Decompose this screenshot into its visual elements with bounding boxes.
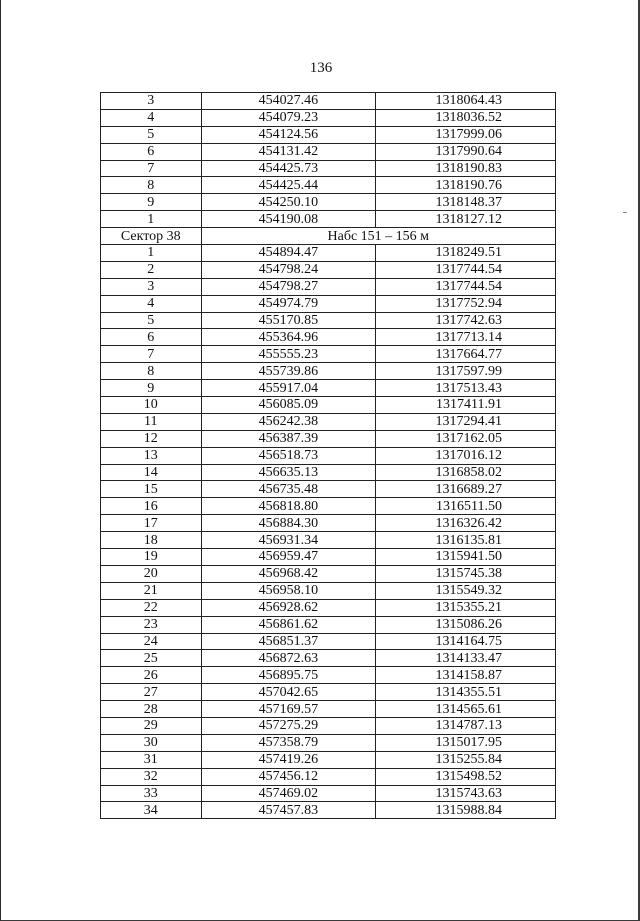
x-coordinate-cell: 454131.42 (201, 143, 376, 160)
x-coordinate-cell: 454425.44 (201, 177, 376, 194)
x-coordinate-cell: 457419.26 (201, 751, 376, 768)
point-number-cell: 4 (101, 295, 202, 312)
coordinates-table (100, 92, 556, 819)
y-coordinate-cell: 1316135.81 (376, 532, 556, 549)
table-row (101, 194, 556, 211)
table-row (101, 650, 556, 667)
point-number-cell: 5 (101, 312, 202, 329)
table-row (101, 481, 556, 498)
y-coordinate-cell: 1318190.83 (376, 160, 556, 177)
y-coordinate-cell: 1318127.12 (376, 211, 556, 228)
point-number-cell: 9 (101, 194, 202, 211)
y-coordinate-cell: 1317713.14 (376, 329, 556, 346)
y-coordinate-cell: 1317294.41 (376, 413, 556, 430)
point-number-cell: 25 (101, 650, 202, 667)
y-coordinate-cell: 1315988.84 (376, 802, 556, 819)
x-coordinate-cell: 454974.79 (201, 295, 376, 312)
x-coordinate-cell: 457469.02 (201, 785, 376, 802)
point-number-cell: 4 (101, 109, 202, 126)
x-coordinate-cell: 457042.65 (201, 684, 376, 701)
y-coordinate-cell: 1315745.38 (376, 565, 556, 582)
table-row (101, 278, 556, 295)
y-coordinate-cell: 1317990.64 (376, 143, 556, 160)
y-coordinate-cell: 1314164.75 (376, 633, 556, 650)
x-coordinate-cell: 456818.80 (201, 498, 376, 515)
y-coordinate-cell: 1314133.47 (376, 650, 556, 667)
x-coordinate-cell: 454027.46 (201, 93, 376, 110)
table-row (101, 109, 556, 126)
x-coordinate-cell: 455555.23 (201, 346, 376, 363)
point-number-cell: 32 (101, 768, 202, 785)
table-row (101, 126, 556, 143)
point-number-cell: 1 (101, 211, 202, 228)
table-row (101, 380, 556, 397)
x-coordinate-cell: 456895.75 (201, 667, 376, 684)
point-number-cell: 16 (101, 498, 202, 515)
point-number-cell: 30 (101, 734, 202, 751)
x-coordinate-cell: 456872.63 (201, 650, 376, 667)
table-row (101, 245, 556, 262)
point-number-cell: 2 (101, 261, 202, 278)
coordinates-table-body (101, 93, 556, 819)
point-number-cell: 5 (101, 126, 202, 143)
y-coordinate-cell: 1314787.13 (376, 717, 556, 734)
y-coordinate-cell: 1318190.76 (376, 177, 556, 194)
point-number-cell: 14 (101, 464, 202, 481)
x-coordinate-cell: 456242.38 (201, 413, 376, 430)
point-number-cell: 29 (101, 717, 202, 734)
point-number-cell: 27 (101, 684, 202, 701)
point-number-cell: 9 (101, 380, 202, 397)
y-coordinate-cell: 1318249.51 (376, 245, 556, 262)
x-coordinate-cell: 456851.37 (201, 633, 376, 650)
table-row (101, 143, 556, 160)
table-row (101, 177, 556, 194)
point-number-cell: 34 (101, 802, 202, 819)
table-row (101, 532, 556, 549)
point-number-cell: 17 (101, 515, 202, 532)
x-coordinate-cell: 456861.62 (201, 616, 376, 633)
table-row (101, 464, 556, 481)
y-coordinate-cell: 1317999.06 (376, 126, 556, 143)
table-row (101, 633, 556, 650)
table-row (101, 599, 556, 616)
table-row (101, 515, 556, 532)
scan-mark (623, 212, 627, 213)
point-number-cell: 8 (101, 363, 202, 380)
x-coordinate-cell: 457358.79 (201, 734, 376, 751)
y-coordinate-cell: 1318036.52 (376, 109, 556, 126)
point-number-cell: 6 (101, 329, 202, 346)
x-coordinate-cell: 454798.24 (201, 261, 376, 278)
x-coordinate-cell: 456735.48 (201, 481, 376, 498)
table-row (101, 565, 556, 582)
point-number-cell: 1 (101, 245, 202, 262)
table-row (101, 582, 556, 599)
y-coordinate-cell: 1318148.37 (376, 194, 556, 211)
table-row (101, 447, 556, 464)
point-number-cell: 18 (101, 532, 202, 549)
point-number-cell: 24 (101, 633, 202, 650)
x-coordinate-cell: 456085.09 (201, 397, 376, 414)
table-row (101, 768, 556, 785)
y-coordinate-cell: 1317744.54 (376, 278, 556, 295)
table-row (101, 397, 556, 414)
table-row (101, 261, 556, 278)
table-row (101, 667, 556, 684)
sector-depth-note: Набс 151 – 156 м (201, 228, 555, 245)
x-coordinate-cell: 454894.47 (201, 245, 376, 262)
point-number-cell: 3 (101, 93, 202, 110)
table-row (101, 616, 556, 633)
x-coordinate-cell: 456958.10 (201, 582, 376, 599)
x-coordinate-cell: 456635.13 (201, 464, 376, 481)
table-row (101, 413, 556, 430)
table-row (101, 211, 556, 228)
y-coordinate-cell: 1317162.05 (376, 430, 556, 447)
point-number-cell: 10 (101, 397, 202, 414)
x-coordinate-cell: 456959.47 (201, 549, 376, 566)
y-coordinate-cell: 1315941.50 (376, 549, 556, 566)
table-row (101, 346, 556, 363)
table-row (101, 363, 556, 380)
y-coordinate-cell: 1317597.99 (376, 363, 556, 380)
y-coordinate-cell: 1315743.63 (376, 785, 556, 802)
y-coordinate-cell: 1315255.84 (376, 751, 556, 768)
point-number-cell: 33 (101, 785, 202, 802)
sector-label: Сектор 38 (101, 228, 202, 245)
x-coordinate-cell: 454124.56 (201, 126, 376, 143)
y-coordinate-cell: 1317664.77 (376, 346, 556, 363)
y-coordinate-cell: 1314355.51 (376, 684, 556, 701)
y-coordinate-cell: 1317744.54 (376, 261, 556, 278)
x-coordinate-cell: 456884.30 (201, 515, 376, 532)
table-row (101, 701, 556, 718)
y-coordinate-cell: 1316858.02 (376, 464, 556, 481)
point-number-cell: 7 (101, 160, 202, 177)
table-row (101, 684, 556, 701)
y-coordinate-cell: 1318064.43 (376, 93, 556, 110)
x-coordinate-cell: 455364.96 (201, 329, 376, 346)
table-row (101, 160, 556, 177)
y-coordinate-cell: 1315498.52 (376, 768, 556, 785)
x-coordinate-cell: 454079.23 (201, 109, 376, 126)
table-row (101, 93, 556, 110)
point-number-cell: 28 (101, 701, 202, 718)
table-row (101, 498, 556, 515)
point-number-cell: 12 (101, 430, 202, 447)
y-coordinate-cell: 1316326.42 (376, 515, 556, 532)
y-coordinate-cell: 1315086.26 (376, 616, 556, 633)
sector-header-row (101, 228, 556, 245)
point-number-cell: 3 (101, 278, 202, 295)
x-coordinate-cell: 455170.85 (201, 312, 376, 329)
point-number-cell: 7 (101, 346, 202, 363)
table-row (101, 751, 556, 768)
x-coordinate-cell: 457456.12 (201, 768, 376, 785)
point-number-cell: 22 (101, 599, 202, 616)
x-coordinate-cell: 457169.57 (201, 701, 376, 718)
y-coordinate-cell: 1315549.32 (376, 582, 556, 599)
x-coordinate-cell: 456518.73 (201, 447, 376, 464)
x-coordinate-cell: 456968.42 (201, 565, 376, 582)
table-row (101, 802, 556, 819)
table-row (101, 312, 556, 329)
point-number-cell: 23 (101, 616, 202, 633)
point-number-cell: 26 (101, 667, 202, 684)
point-number-cell: 6 (101, 143, 202, 160)
x-coordinate-cell: 457275.29 (201, 717, 376, 734)
table-row (101, 717, 556, 734)
x-coordinate-cell: 455917.04 (201, 380, 376, 397)
table-row (101, 785, 556, 802)
x-coordinate-cell: 456928.62 (201, 599, 376, 616)
x-coordinate-cell: 454425.73 (201, 160, 376, 177)
y-coordinate-cell: 1314565.61 (376, 701, 556, 718)
x-coordinate-cell: 456387.39 (201, 430, 376, 447)
table-row (101, 549, 556, 566)
page-number: 136 (309, 60, 333, 76)
table-row (101, 329, 556, 346)
y-coordinate-cell: 1316689.27 (376, 481, 556, 498)
y-coordinate-cell: 1314158.87 (376, 667, 556, 684)
table-row (101, 295, 556, 312)
y-coordinate-cell: 1317513.43 (376, 380, 556, 397)
point-number-cell: 11 (101, 413, 202, 430)
table-row (101, 430, 556, 447)
y-coordinate-cell: 1317411.91 (376, 397, 556, 414)
table-row (101, 734, 556, 751)
y-coordinate-cell: 1317752.94 (376, 295, 556, 312)
x-coordinate-cell: 456931.34 (201, 532, 376, 549)
y-coordinate-cell: 1315017.95 (376, 734, 556, 751)
point-number-cell: 19 (101, 549, 202, 566)
y-coordinate-cell: 1316511.50 (376, 498, 556, 515)
point-number-cell: 21 (101, 582, 202, 599)
x-coordinate-cell: 454798.27 (201, 278, 376, 295)
point-number-cell: 31 (101, 751, 202, 768)
point-number-cell: 15 (101, 481, 202, 498)
x-coordinate-cell: 454250.10 (201, 194, 376, 211)
y-coordinate-cell: 1317742.63 (376, 312, 556, 329)
x-coordinate-cell: 457457.83 (201, 802, 376, 819)
x-coordinate-cell: 455739.86 (201, 363, 376, 380)
y-coordinate-cell: 1317016.12 (376, 447, 556, 464)
x-coordinate-cell: 454190.08 (201, 211, 376, 228)
point-number-cell: 13 (101, 447, 202, 464)
point-number-cell: 20 (101, 565, 202, 582)
y-coordinate-cell: 1315355.21 (376, 599, 556, 616)
point-number-cell: 8 (101, 177, 202, 194)
